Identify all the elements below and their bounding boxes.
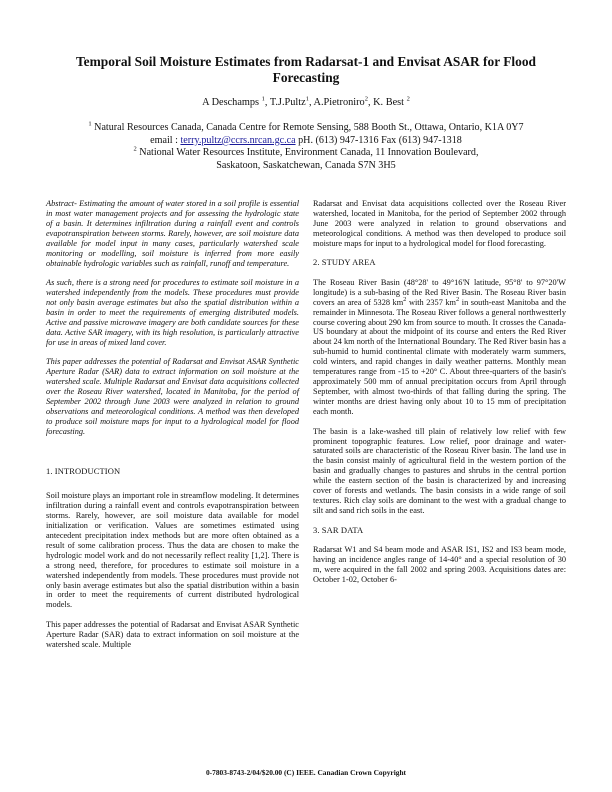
body-paragraph: Radarsat and Envisat data acquisitions collected over the Roseau River watershed, located in Manitoba, for the period of September 2002 through June 2003 were analyzed in relation to ground observations and meteorological conditions. A method was then developed to produce soil moisture maps for input to a hydrological model for flood forecasting. [313,199,566,248]
author-best: , K. Best [367,97,407,108]
author-pietroniro: , A.Pietroniro [308,97,365,108]
author-affil-mark: 2 [406,95,410,103]
affiliation-1 [40,122,572,135]
abstract-paragraph: This paper addresses the potential of Radarsat and Envisat ASAR Synthetic Aperture Radar (SAR) data to extract information on soil moisture at the watershed scale. Multiple Radarsat and Envisat data acquisitions collected over the Roseau River watershed, located in Manitoba, for the period of September 2002 through June 2003 were analyzed in relation to ground observations and meteorological conditions. A method was then developed to produce soil moisture maps for input to a hydrological model for flood forecasting. [46,357,299,437]
affiliation-1-text: Natural Resources Canada, Canada Centre for Remote Sensing, 588 Booth St., Ottawa, Ontario, K1A 0Y7 [91,122,524,133]
copyright-footer: 0-7803-8743-2/04/$20.00 (C) IEEE. Canadian Crown Copyright [205,768,407,777]
left-column [46,199,299,650]
body-paragraph: The basin is a lake-washed till plain of relatively low relief with few prominent topographic features. Low relief, poor drainage and water-saturated soils are characteristic of the Roseau River basin. The land use in the basin consist mainly of agricultural field in the western portion of the basin and gradually changes to pastures and shrubs in the central portion while the eastern section of the basin is characterized by and increasing cover of forests and wetlands. The basin consists in a wide range of soil textures. Rich clay soils are dominant to the west with a gradual change to silt and sand rich soils in the east. [313,426,566,516]
affil-mark: 2 [133,145,137,153]
section-heading-introduction: 1. INTRODUCTION [46,465,121,476]
affiliation-2-city: Saskatoon, Saskatchewan, Canada S7N 3H5 [216,159,396,171]
author-affil-mark: 2 [364,95,368,103]
author-list [0,97,612,109]
body-paragraph: This paper addresses the potential of Radarsat and Envisat ASAR Synthetic Aperture Radar (SAR) data to extract information on soil moisture at the watershed scale. Multiple [46,619,299,649]
phone-fax: pH. (613) 947-1316 Fax (613) 947-1318 [295,134,462,146]
study-text: in south-east Manitoba and the remainder in Minnesota. The Roseau River follows a general northwestterly course covering about 290 km from source to mouth. It crosses the Canada-US boundary at about the midpoint of its course and enters the Red River about 24 km north of the International Boundary. The Red River basin has a sub-humid to humid continental climate with moderately warm summers, cold winters, and rapid changes in daily weather patterns. Monthly mean temperatures range from -15 to +20° C. About three-quarters of the basin's approximately 500 mm of annual precipitation occurs from April through September, with almost two-thirds of that falling during the spring. The winter months are driest having only about 10 to 15 mm of precipitation each month. [313,297,566,417]
section-heading-sar-data: 3. SAR DATA [313,524,364,535]
superscript: 2 [456,295,460,303]
abstract-paragraph: As such, there is a strong need for procedures to estimate soil moisture in a watershed independently from the models. These procedures must provide not only basin average estimates but also the spatial distribution within a basin in order to meet the requirements of emerging distributed models. Active and passive microwave imagery are both candidate sources for these data. Active SAR imagery, with its high resolution, is particularly attractive for use in areas of mixed land cover. [46,278,299,347]
body-paragraph: Radarsat W1 and S4 beam mode and ASAR IS1, IS2 and IS3 beam mode, having an incidence angles range of 14-40° and a special resolution of 30 m, were acquired in the fall 2002 and spring 2003. Acquisitions dates are: October 1-02, October 6- [313,545,566,584]
right-column [313,199,566,585]
abstract-paragraph: Abstract- Estimating the amount of water stored in a soil profile is essential in most water management projects and for assessing the hydrologic state of a basin. It determines infiltration during a rainfall event and controls evapotranspiration between storms. Rarely, however, are soil moisture data available for model input in many cases, particularly watershed scale monitoring or modelling, soil moisture is inferred from more easily obtainable hydrologic variables such as rainfall, runoff and temperature. [46,199,299,268]
email-link[interactable]: terry.pultz@ccrs.nrcan.gc.ca [180,134,296,146]
paper-title: Temporal Soil Moisture Estimates from Radarsat-1 and Envisat ASAR for Flood Forecasting [75,54,536,85]
author-deschamps: A Deschamps [202,97,262,108]
study-text: with 2357 km [406,297,456,307]
study-text: The Roseau River Basin (48°28' to 49°16'N latitude, 95°8' to 97°20'W longitude) is a sub-basing of the Red River Basin. The Roseau River basin covers an area of 5328 km [313,277,566,307]
email-label: email : [150,134,181,146]
affiliation-2 [40,147,572,160]
superscript: 2 [403,295,407,303]
affiliation-2-text: National Water Resources Institute, Environment Canada, 11 Innovation Boulevard, [136,147,479,159]
contact-line [40,135,572,148]
body-paragraph [313,278,566,417]
author-pultz: , T.J.Pultz [264,97,306,108]
body-paragraph: Soil moisture plays an important role in streamflow modeling. It determines infiltration during a rainfall event and controls evapotranspiration between storms. Rarely, however, are soil moisture data available for model initialization or verification. Values are sometimes estimated using antecedent precipitation index methods but are more often obtained as a result of some calibration process. Thus the data are chosen to make the hydrologic model work and do not necessarily reflect reality [1,2]. There is a strong need, therefore, for procedures to estimate soil moisture in a watershed independently from models. These procedures must provide not only basin average estimates but also the spatial distribution within a basin in order to meet the requirements of current distributed hydrological models. [46,490,299,610]
section-heading-study-area: 2. STUDY AREA [313,257,376,268]
author-affil-mark: 1 [261,95,265,103]
author-affil-mark: 1 [305,95,309,103]
affil-mark: 1 [88,120,92,128]
affiliations [40,122,572,172]
